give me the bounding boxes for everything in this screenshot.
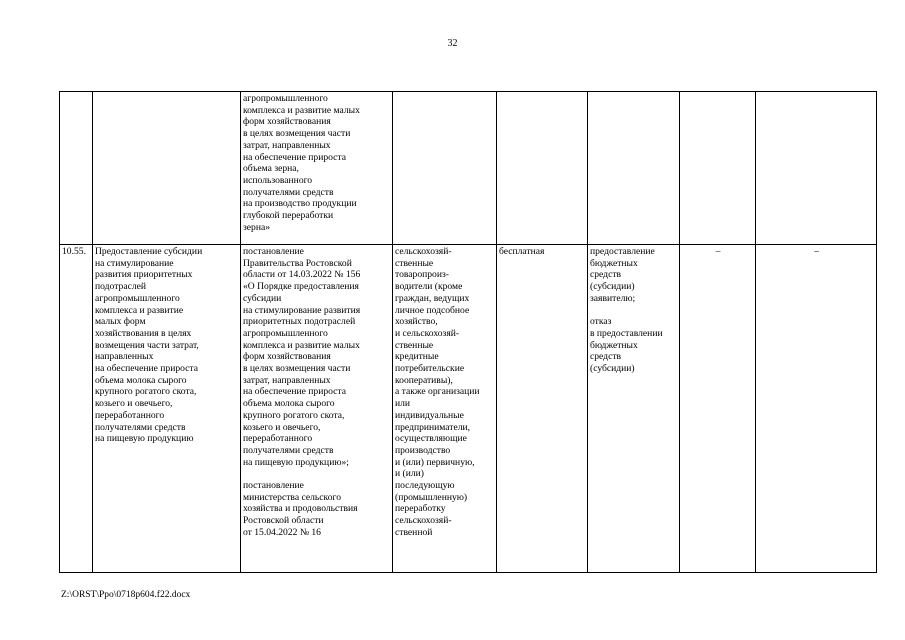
cell-legal-basis: постановление Правительства Ростовской области от 14.03.2022 № 156 «О Порядке предоставления субсидии на стимулирование развития приоритетных подотраслей агропромышленного комплекса и развитие малых форм хозяйствования в целях возмещения части затрат, направленных на обеспечение прироста объема молока сырого крупного рогатого скота, козьего и овечьего, переработанного получателями средств на пищевую продукцию»; постановление министерства сельского хозяйства и продовольствия Ростовской области от 15.04.2022 № 16 [241,245,393,573]
cell-number: 10.55. [60,245,93,573]
cell-cost: бесплатная [497,245,588,573]
page-number: 32 [447,38,458,49]
cell-service-name [93,92,241,245]
cell-cost [497,92,588,245]
cell-result: предоставление бюджетных средств (субсидии) заявителю; отказ в предоставлении бюджетных средств (субсидии) [588,245,680,573]
table-row [60,245,877,573]
table-row [60,92,877,245]
footer-file-path: Z:\ORST\Ppo\0718p604.f22.docx [61,590,191,600]
services-table [59,91,877,573]
cell-col7: – [680,245,756,573]
cell-applicants [393,92,497,245]
cell-applicants: сельскохозяй- ственные товаропроиз- водители (кроме граждан, ведущих личное подсобное хозяйство, и сельскохозяй- ственные кредитные потребительские кооперативы), а также организации или индивидуальные предприниматели, осуществляющие производство и (или) первичную, и (или) последующую (промышленную) переработку сельскохозяй- ственной [393,245,497,573]
cell-col7 [680,92,756,245]
cell-number [60,92,93,245]
cell-legal-basis: агропромышленного комплекса и развитие малых форм хозяйствования в целях возмещения части затрат, направленных на обеспечение прироста объема зерна, использованного получателями средств на производство продукции глубокой переработки зерна» [241,92,393,245]
cell-service-name: Предоставление субсидии на стимулирование развития приоритетных подотраслей агропромышленного комплекса и развитие малых форм хозяйствования в целях возмещения части затрат, направленных на обеспечение прироста объема молока сырого крупного рогатого скота, козьего и овечьего, переработанного получателями средств на пищевую продукцию [93,245,241,573]
cell-col8 [756,92,877,245]
cell-result [588,92,680,245]
cell-col8: – [756,245,877,573]
